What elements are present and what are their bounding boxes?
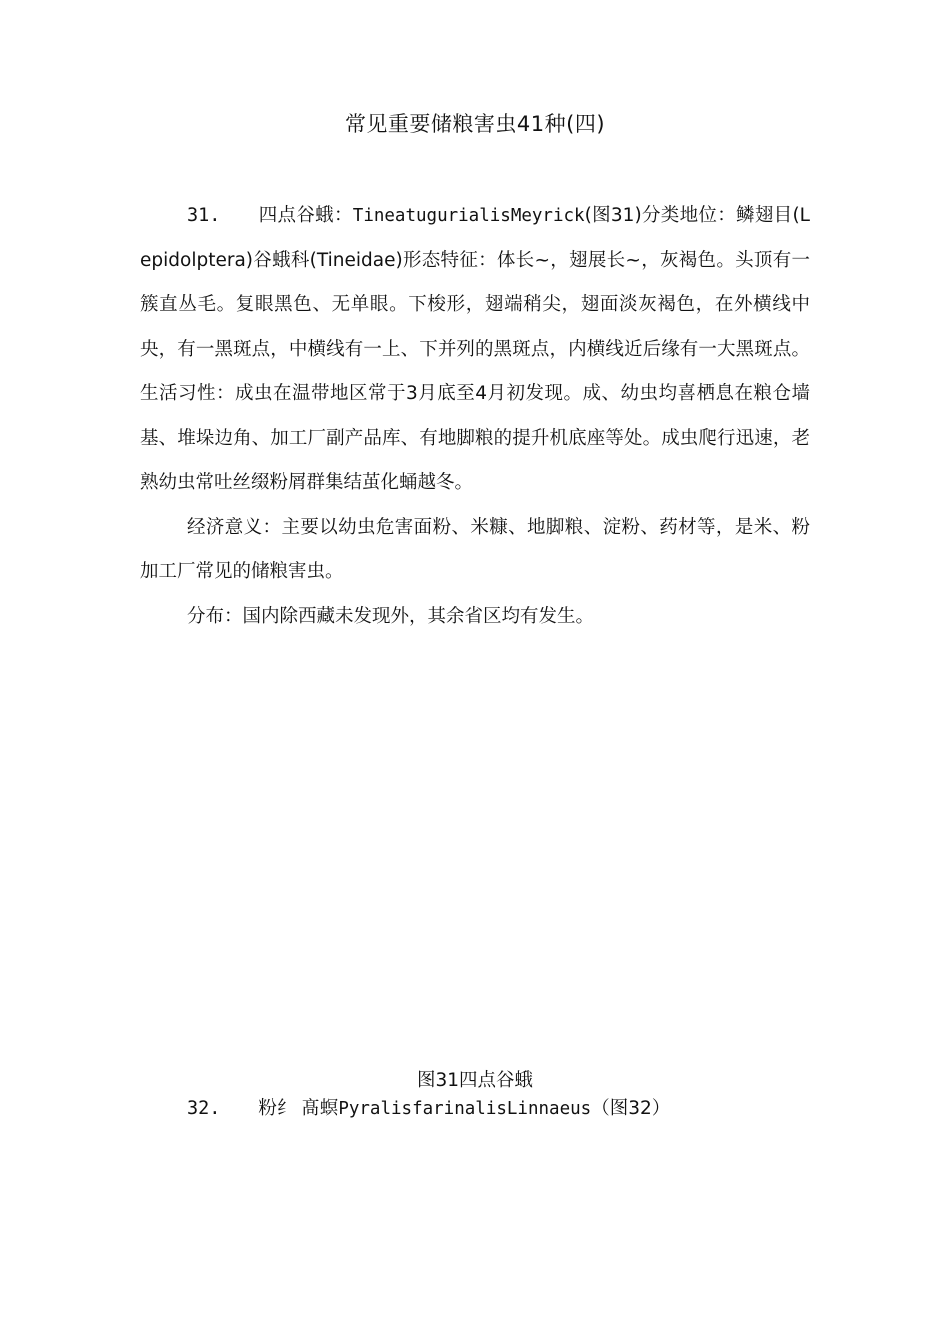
entry-32-heading [187,1094,670,1120]
distribution-paragraph: 分布：国内除西藏未发现外，其余省区均有发生。 [187,605,595,627]
document-title: 常见重要储粮害虫41种(四) [344,112,606,136]
entry-31-name: 四点谷蛾： [258,205,353,226]
entry-31-description: (图31)分类地位：鳞翅目(Lepidolptera)谷蛾科(Tineidae)形态特征：体长~，翅展长~，灰褐色。头顶有一簇直丛毛。复眼黑色、无单眼。下梭形，翅端稍尖，翅面淡灰褐色，在外横线中央，有一黑斑点，中横线有一上、下并列的黑斑点，内横线近后缘有一大黑斑点。生活习性：成虫在温带地区常于3月底至4月初发现。成、幼虫均喜栖息在粮仓墙基、堆垛边角、加工厂副产品库、有地脚粮的提升机底座等处。成虫爬行迅速，老熟幼虫常吐丝缀粉屑群集结茧化蛹越冬。 [140,205,810,493]
entry-32-figure-ref: （图32） [591,1098,671,1119]
economic-significance-paragraph: 经济意义：主要以幼虫危害面粉、米糠、地脚粮、淀粉、药材等，是米、粉加工厂常见的储粮害虫。 [140,516,810,582]
entry-31-paragraph [140,194,810,506]
entry-31-number: 31. [187,205,221,226]
entry-31-latin-name: TineatugurialisMeyrick [352,206,585,226]
entry-32-latin-name: PyralisfarinalisLinnaeus [338,1099,592,1119]
figure-31-caption: 图31四点谷蛾 [416,1070,534,1091]
document-body [140,194,810,639]
entry-32-name: 粉纟 髙螟 [258,1098,339,1119]
entry-32-number: 32. [187,1098,221,1119]
